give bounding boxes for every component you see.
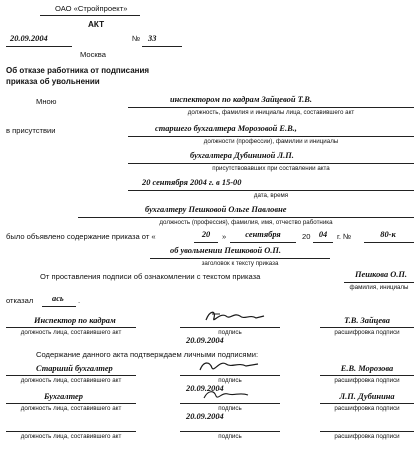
refused-end: . xyxy=(78,296,81,305)
witness-1-signature xyxy=(196,356,266,376)
divider xyxy=(6,403,136,404)
order-text: было объявлено содержание приказа от « xyxy=(6,232,156,241)
title-line-1: Об отказе работника от подписания xyxy=(6,66,150,75)
divider xyxy=(313,242,333,243)
divider xyxy=(6,46,72,47)
witness-1-position: Старший бухгалтер xyxy=(36,364,113,373)
employee-value: бухгалтеру Пешковой Ольге Павловне xyxy=(145,205,287,214)
divider xyxy=(320,403,414,404)
refusal-text: От проставления подписи об ознакомлении с текстом приказа xyxy=(40,272,261,281)
divider xyxy=(320,431,414,432)
divider xyxy=(6,431,136,432)
divider xyxy=(364,242,414,243)
witness-1-date: 20.09.2004 xyxy=(186,384,224,393)
refused-suffix: ась xyxy=(52,294,64,303)
divider xyxy=(128,107,414,108)
order-day: 20 xyxy=(201,230,211,239)
witness-1-sign-caption: подпись xyxy=(218,377,242,384)
divider xyxy=(128,163,414,164)
witness-2-sign-caption: подпись xyxy=(218,405,242,412)
divider xyxy=(320,327,414,328)
divider xyxy=(142,46,182,47)
author-sign-caption: подпись xyxy=(218,329,242,336)
author-sign-date: 20.09.2004 xyxy=(186,336,224,345)
witness-2-position-caption: должность лица, составившего акт xyxy=(20,405,122,412)
order-month: сентября xyxy=(245,230,281,239)
order-title: об увольнении Пешковой О.П. xyxy=(170,246,281,255)
divider xyxy=(6,327,136,328)
divider xyxy=(42,306,76,307)
bottom-sign-caption: подпись xyxy=(218,433,242,440)
city: Москва xyxy=(80,50,106,59)
divider xyxy=(230,242,296,243)
by-me-label: Мною xyxy=(36,97,57,106)
witness-2-position: Бухгалтер xyxy=(44,392,83,401)
order-quote-close: » xyxy=(222,232,227,241)
employee-name-caption: фамилия, инициалы xyxy=(349,284,409,291)
document-number: 33 xyxy=(148,34,157,43)
divider xyxy=(6,375,136,376)
witness-1-name: Е.В. Морозова xyxy=(340,364,394,373)
witness-2-name-caption: расшифровка подписи xyxy=(334,405,400,412)
witness-2-date: 20.09.2004 xyxy=(186,412,224,421)
act-datetime: 20 сентября 2004 г. в 15-00 xyxy=(142,178,242,187)
datetime-caption: дата, время xyxy=(253,192,289,199)
author-position: Инспектор по кадрам xyxy=(34,316,116,325)
presence-caption-2: присутствовавших при составлении акта xyxy=(212,165,330,172)
author-position-caption: должность лица, составившего акт xyxy=(20,329,122,336)
divider xyxy=(344,282,414,283)
divider xyxy=(128,136,414,137)
witness-2-name: Л.П. Дубинина xyxy=(339,392,395,401)
order-year-prefix: 20 xyxy=(302,232,311,241)
divider xyxy=(180,403,280,404)
employee-caption: должность (профессия), фамилия, имя, отчество работника xyxy=(159,219,333,226)
divider xyxy=(180,431,280,432)
presence-value-1: старшего бухгалтера Морозовой Е.В., xyxy=(155,124,297,133)
organization-name: ОАО «Стройпроект» xyxy=(55,4,128,13)
title-line-2: приказа об увольнении xyxy=(6,77,100,86)
by-me-caption: должность, фамилия и инициалы лица, составившего акт xyxy=(187,109,355,116)
document-type: АКТ xyxy=(88,20,105,29)
divider xyxy=(78,217,414,218)
author-name: Т.В. Зайцева xyxy=(344,316,390,325)
order-title-caption: заголовок к тексту приказа xyxy=(201,260,279,267)
presence-caption-1: должности (профессии), фамилии и инициалы xyxy=(203,138,339,145)
divider xyxy=(40,15,140,16)
divider xyxy=(180,375,280,376)
divider xyxy=(320,375,414,376)
witness-1-position-caption: должность лица, составившего акт xyxy=(20,377,122,384)
presence-value-2: бухгалтера Дубининой Л.П. xyxy=(190,151,294,160)
divider xyxy=(150,258,330,259)
bottom-position-caption: должность лица, составившего акт xyxy=(20,433,122,440)
divider xyxy=(128,190,414,191)
author-signature xyxy=(200,306,270,328)
order-number: 80-к xyxy=(380,230,396,239)
presence-label: в присутствии xyxy=(6,126,56,135)
document-date: 20.09.2004 xyxy=(10,34,48,43)
order-year: 04 xyxy=(318,230,328,239)
employee-name: Пешкова О.П. xyxy=(354,270,408,279)
witness-1-name-caption: расшифровка подписи xyxy=(334,377,400,384)
author-name-caption: расшифровка подписи xyxy=(334,329,400,336)
witness-2-signature xyxy=(200,386,260,404)
order-year-suffix: г. № xyxy=(337,232,352,241)
divider xyxy=(180,327,280,328)
by-me-value: инспектором по кадрам Зайцевой Т.В. xyxy=(170,95,312,104)
refused-label: отказал xyxy=(6,296,34,305)
bottom-name-caption: расшифровка подписи xyxy=(334,433,400,440)
number-sign: № xyxy=(132,34,141,43)
confirm-text: Содержание данного акта подтверждаем личными подписями: xyxy=(36,350,259,359)
divider xyxy=(194,242,218,243)
